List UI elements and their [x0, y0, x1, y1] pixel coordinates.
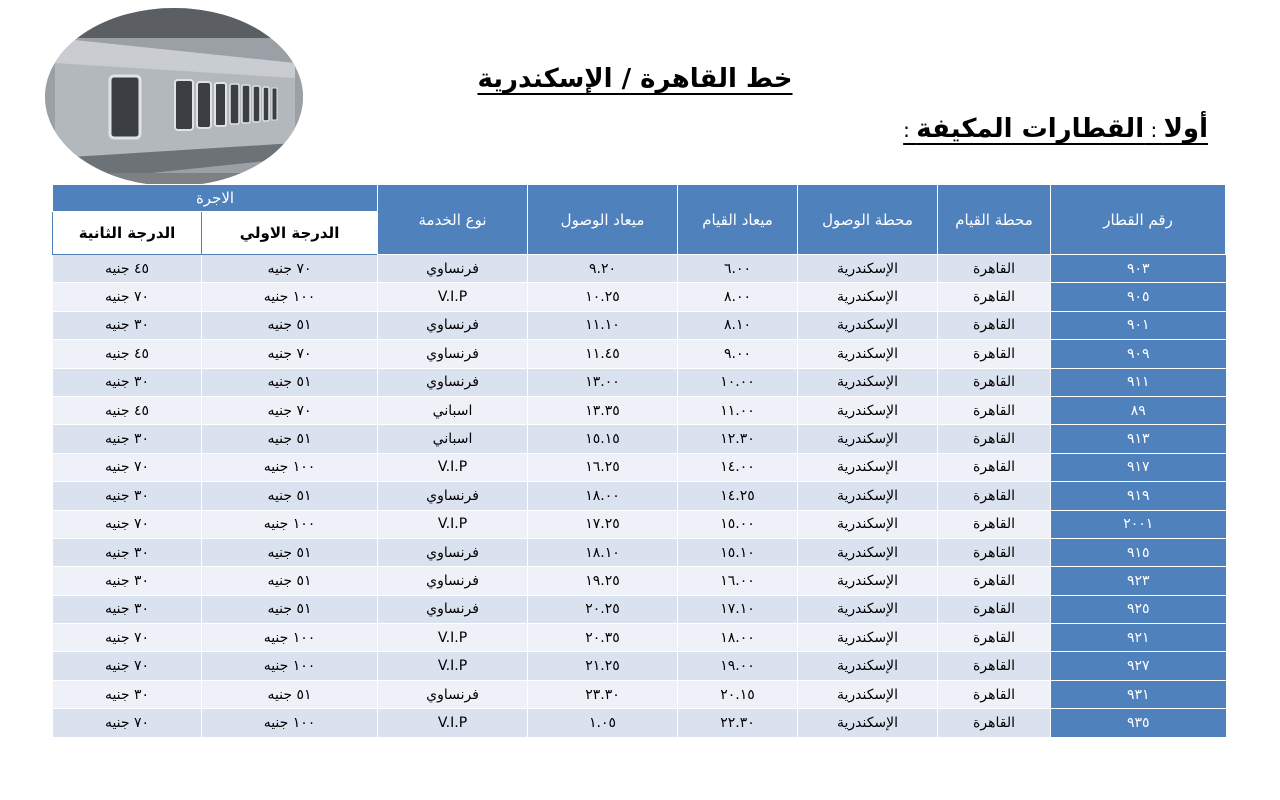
table-row — [53, 709, 1226, 737]
train-schedule-table — [52, 184, 1226, 738]
service-type-cell: فرنساوي — [378, 482, 528, 510]
departure-time-cell: ٨.١٠ — [678, 311, 798, 339]
train-number-cell: ٩٢٣ — [1051, 567, 1226, 595]
second-class-fare-cell: ٣٠ جنيه — [53, 680, 202, 708]
departure-time-cell: ١٠.٠٠ — [678, 368, 798, 396]
arrival-time-cell: ٢١.٢٥ — [528, 652, 678, 680]
section-heading-end: : — [903, 118, 917, 142]
departure-time-cell: ١٨.٠٠ — [678, 624, 798, 652]
departure-station-cell: القاهرة — [938, 652, 1051, 680]
arrival-station-cell: الإسكندرية — [798, 680, 938, 708]
departure-time-cell: ١٤.٠٠ — [678, 453, 798, 481]
arrival-station-cell: الإسكندرية — [798, 709, 938, 737]
second-class-fare-cell: ٤٥ جنيه — [53, 396, 202, 424]
arrival-station-cell: الإسكندرية — [798, 538, 938, 566]
table-row — [53, 538, 1226, 566]
arrival-time-cell: ١١.٤٥ — [528, 340, 678, 368]
service-type-cell: V.I.P — [378, 510, 528, 538]
train-number-cell: ٨٩ — [1051, 396, 1226, 424]
departure-station-cell: القاهرة — [938, 624, 1051, 652]
arrival-time-cell: ٩.٢٠ — [528, 255, 678, 283]
section-heading — [903, 114, 1208, 144]
second-class-fare-cell: ٣٠ جنيه — [53, 368, 202, 396]
train-number-cell: ٩٣٥ — [1051, 709, 1226, 737]
departure-station-cell: القاهرة — [938, 595, 1051, 623]
train-number-cell: ٩١٩ — [1051, 482, 1226, 510]
train-number-cell: ٩١٧ — [1051, 453, 1226, 481]
second-class-fare-cell: ٤٥ جنيه — [53, 340, 202, 368]
train-number-cell: ٩٠٣ — [1051, 255, 1226, 283]
arrival-station-cell: الإسكندرية — [798, 652, 938, 680]
second-class-fare-cell: ٧٠ جنيه — [53, 652, 202, 680]
service-type-cell: V.I.P — [378, 652, 528, 680]
header-arrival-station: محطة الوصول — [798, 185, 938, 255]
departure-station-cell: القاهرة — [938, 368, 1051, 396]
service-type-cell: V.I.P — [378, 709, 528, 737]
first-class-fare-cell: ١٠٠ جنيه — [202, 652, 378, 680]
service-type-cell: فرنساوي — [378, 567, 528, 595]
departure-station-cell: القاهرة — [938, 709, 1051, 737]
section-heading-prefix: أولا — [1163, 114, 1208, 144]
departure-station-cell: القاهرة — [938, 510, 1051, 538]
train-number-cell: ٩٠٥ — [1051, 283, 1226, 311]
schedule-body — [53, 255, 1226, 738]
arrival-station-cell: الإسكندرية — [798, 396, 938, 424]
train-number-cell: ٩٠٩ — [1051, 340, 1226, 368]
first-class-fare-cell: ١٠٠ جنيه — [202, 709, 378, 737]
first-class-fare-cell: ٧٠ جنيه — [202, 396, 378, 424]
arrival-station-cell: الإسكندرية — [798, 368, 938, 396]
service-type-cell: فرنساوي — [378, 311, 528, 339]
arrival-station-cell: الإسكندرية — [798, 425, 938, 453]
service-type-cell: فرنساوي — [378, 595, 528, 623]
departure-time-cell: ١٥.١٠ — [678, 538, 798, 566]
arrival-time-cell: ١١.١٠ — [528, 311, 678, 339]
train-number-cell: ٩٣١ — [1051, 680, 1226, 708]
table-row — [53, 340, 1226, 368]
second-class-fare-cell: ٧٠ جنيه — [53, 624, 202, 652]
arrival-time-cell: ٢٠.٣٥ — [528, 624, 678, 652]
first-class-fare-cell: ١٠٠ جنيه — [202, 453, 378, 481]
table-row — [53, 624, 1226, 652]
first-class-fare-cell: ٥١ جنيه — [202, 538, 378, 566]
arrival-time-cell: ١٣.٣٥ — [528, 396, 678, 424]
departure-station-cell: القاهرة — [938, 538, 1051, 566]
arrival-station-cell: الإسكندرية — [798, 283, 938, 311]
departure-station-cell: القاهرة — [938, 340, 1051, 368]
service-type-cell: فرنساوي — [378, 680, 528, 708]
first-class-fare-cell: ٧٠ جنيه — [202, 340, 378, 368]
arrival-time-cell: ١٠.٢٥ — [528, 283, 678, 311]
departure-time-cell: ٢٠.١٥ — [678, 680, 798, 708]
header-arrival-time: ميعاد الوصول — [528, 185, 678, 255]
arrival-station-cell: الإسكندرية — [798, 311, 938, 339]
first-class-fare-cell: ١٠٠ جنيه — [202, 624, 378, 652]
table-row — [53, 396, 1226, 424]
second-class-fare-cell: ٧٠ جنيه — [53, 283, 202, 311]
first-class-fare-cell: ١٠٠ جنيه — [202, 510, 378, 538]
departure-time-cell: ٨.٠٠ — [678, 283, 798, 311]
train-photo — [45, 8, 303, 186]
arrival-station-cell: الإسكندرية — [798, 595, 938, 623]
departure-time-cell: ١٦.٠٠ — [678, 567, 798, 595]
arrival-station-cell: الإسكندرية — [798, 624, 938, 652]
arrival-time-cell: ١٦.٢٥ — [528, 453, 678, 481]
header-first-class: الدرجة الاولي — [202, 212, 378, 255]
table-row — [53, 425, 1226, 453]
departure-time-cell: ١٢.٣٠ — [678, 425, 798, 453]
second-class-fare-cell: ٣٠ جنيه — [53, 482, 202, 510]
first-class-fare-cell: ٥١ جنيه — [202, 425, 378, 453]
departure-station-cell: القاهرة — [938, 453, 1051, 481]
second-class-fare-cell: ٧٠ جنيه — [53, 510, 202, 538]
page-title: خط القاهرة / الإسكندرية — [477, 64, 793, 94]
train-number-cell: ٩٢١ — [1051, 624, 1226, 652]
arrival-time-cell: ١٨.١٠ — [528, 538, 678, 566]
arrival-time-cell: ١.٠٥ — [528, 709, 678, 737]
table-row — [53, 255, 1226, 283]
second-class-fare-cell: ٤٥ جنيه — [53, 255, 202, 283]
train-number-cell: ٩١٣ — [1051, 425, 1226, 453]
table-row — [53, 595, 1226, 623]
departure-station-cell: القاهرة — [938, 396, 1051, 424]
service-type-cell: V.I.P — [378, 624, 528, 652]
arrival-station-cell: الإسكندرية — [798, 510, 938, 538]
header-departure-station: محطة القيام — [938, 185, 1051, 255]
header-second-class: الدرجة الثانية — [53, 212, 202, 255]
first-class-fare-cell: ٥١ جنيه — [202, 311, 378, 339]
departure-station-cell: القاهرة — [938, 255, 1051, 283]
arrival-station-cell: الإسكندرية — [798, 482, 938, 510]
table-row — [53, 311, 1226, 339]
section-heading-label: القطارات المكيفة — [916, 114, 1145, 144]
table-row — [53, 368, 1226, 396]
departure-time-cell: ١٤.٢٥ — [678, 482, 798, 510]
header-fare: الاجرة — [53, 185, 378, 212]
departure-time-cell: ١٧.١٠ — [678, 595, 798, 623]
arrival-station-cell: الإسكندرية — [798, 567, 938, 595]
service-type-cell: V.I.P — [378, 283, 528, 311]
second-class-fare-cell: ٣٠ جنيه — [53, 595, 202, 623]
arrival-time-cell: ١٨.٠٠ — [528, 482, 678, 510]
train-number-cell: ٩١٥ — [1051, 538, 1226, 566]
arrival-time-cell: ٢٣.٣٠ — [528, 680, 678, 708]
train-carriage-image — [45, 8, 303, 186]
departure-time-cell: ٢٢.٣٠ — [678, 709, 798, 737]
first-class-fare-cell: ٥١ جنيه — [202, 680, 378, 708]
departure-time-cell: ١٩.٠٠ — [678, 652, 798, 680]
departure-time-cell: ٩.٠٠ — [678, 340, 798, 368]
arrival-time-cell: ٢٠.٢٥ — [528, 595, 678, 623]
table-row — [53, 283, 1226, 311]
service-type-cell: V.I.P — [378, 453, 528, 481]
second-class-fare-cell: ٧٠ جنيه — [53, 709, 202, 737]
first-class-fare-cell: ٥١ جنيه — [202, 368, 378, 396]
departure-station-cell: القاهرة — [938, 680, 1051, 708]
service-type-cell: اسباني — [378, 396, 528, 424]
service-type-cell: فرنساوي — [378, 368, 528, 396]
departure-station-cell: القاهرة — [938, 482, 1051, 510]
service-type-cell: فرنساوي — [378, 255, 528, 283]
arrival-station-cell: الإسكندرية — [798, 340, 938, 368]
train-number-cell: ٩٠١ — [1051, 311, 1226, 339]
second-class-fare-cell: ٧٠ جنيه — [53, 453, 202, 481]
first-class-fare-cell: ١٠٠ جنيه — [202, 283, 378, 311]
second-class-fare-cell: ٣٠ جنيه — [53, 538, 202, 566]
train-number-cell: ٩٢٥ — [1051, 595, 1226, 623]
table-row — [53, 567, 1226, 595]
table-row — [53, 453, 1226, 481]
header-departure-time: ميعاد القيام — [678, 185, 798, 255]
service-type-cell: فرنساوي — [378, 538, 528, 566]
departure-station-cell: القاهرة — [938, 311, 1051, 339]
first-class-fare-cell: ٧٠ جنيه — [202, 255, 378, 283]
second-class-fare-cell: ٣٠ جنيه — [53, 425, 202, 453]
departure-time-cell: ٦.٠٠ — [678, 255, 798, 283]
arrival-station-cell: الإسكندرية — [798, 453, 938, 481]
second-class-fare-cell: ٣٠ جنيه — [53, 311, 202, 339]
arrival-time-cell: ١٣.٠٠ — [528, 368, 678, 396]
first-class-fare-cell: ٥١ جنيه — [202, 595, 378, 623]
arrival-station-cell: الإسكندرية — [798, 255, 938, 283]
header-service-type: نوع الخدمة — [378, 185, 528, 255]
train-number-cell: ٩٢٧ — [1051, 652, 1226, 680]
arrival-time-cell: ١٧.٢٥ — [528, 510, 678, 538]
second-class-fare-cell: ٣٠ جنيه — [53, 567, 202, 595]
train-number-cell: ٩١١ — [1051, 368, 1226, 396]
table-row — [53, 652, 1226, 680]
departure-station-cell: القاهرة — [938, 283, 1051, 311]
section-heading-separator: : — [1144, 118, 1164, 142]
departure-time-cell: ١٥.٠٠ — [678, 510, 798, 538]
first-class-fare-cell: ٥١ جنيه — [202, 567, 378, 595]
header-train-number: رقم القطار — [1051, 185, 1226, 255]
train-number-cell: ٢٠٠١ — [1051, 510, 1226, 538]
service-type-cell: فرنساوي — [378, 340, 528, 368]
arrival-time-cell: ١٩.٢٥ — [528, 567, 678, 595]
table-row — [53, 510, 1226, 538]
service-type-cell: اسباني — [378, 425, 528, 453]
table-row — [53, 680, 1226, 708]
arrival-time-cell: ١٥.١٥ — [528, 425, 678, 453]
departure-station-cell: القاهرة — [938, 425, 1051, 453]
table-row — [53, 482, 1226, 510]
departure-station-cell: القاهرة — [938, 567, 1051, 595]
first-class-fare-cell: ٥١ جنيه — [202, 482, 378, 510]
departure-time-cell: ١١.٠٠ — [678, 396, 798, 424]
